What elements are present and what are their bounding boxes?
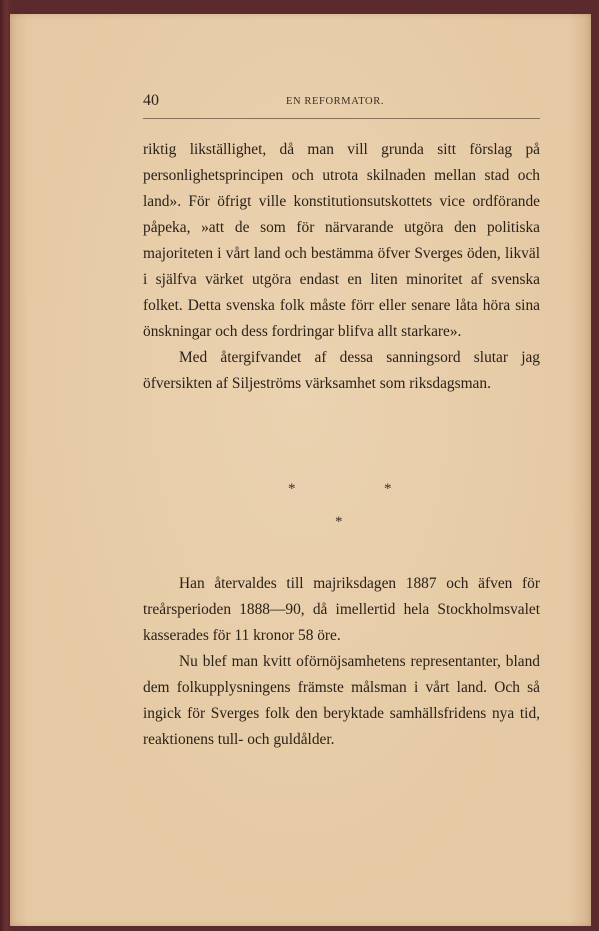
- text-block-bottom: [143, 571, 540, 753]
- page-number: 40: [143, 92, 159, 109]
- page-header: [143, 92, 540, 119]
- asterism-star: *: [335, 514, 343, 530]
- paragraph: riktig likställighet, då man vill grunda sitt förslag på personlighetsprincipen och utrota skilnaden mellan stad och land». För öfrigt ville konstitutionsutskottets vice ordförande påpeka, »att de som för närvarande utgöra den politiska majoriteten i vårt land och bestämma öfver Sverges öden, likväl i själfva värket utgöra endast en liten minoritet af svenska folket. Detta svenska folk måste förr eller senare låta höra sina önskningar och dess fordringar blifva allt starkare».: [143, 141, 540, 340]
- book-page: [10, 14, 591, 926]
- running-title: EN REFORMATOR.: [286, 96, 385, 107]
- text-block-top: [143, 137, 540, 397]
- paragraph: Med återgifvandet af dessa sanningsord slutar jag öfversikten af Siljeströms värksamhet som riksdagsman.: [143, 349, 540, 392]
- paragraph: Nu blef man kvitt oförnöjsamhetens representanter, bland dem folkupplysningens främste målsman i vårt land. Och så ingick för Sverges folk den beryktade samhällsfridens nya tid, reaktionens tull- och guldålder.: [143, 653, 540, 748]
- asterism-star: *: [288, 481, 296, 497]
- asterism-star: *: [384, 481, 392, 497]
- paragraph: Han återvaldes till majriksdagen 1887 och äfven för treårsperioden 1888—90, då imellertid hela Stockholmsvalet kasserades för 11 kronor 58 öre.: [143, 575, 540, 644]
